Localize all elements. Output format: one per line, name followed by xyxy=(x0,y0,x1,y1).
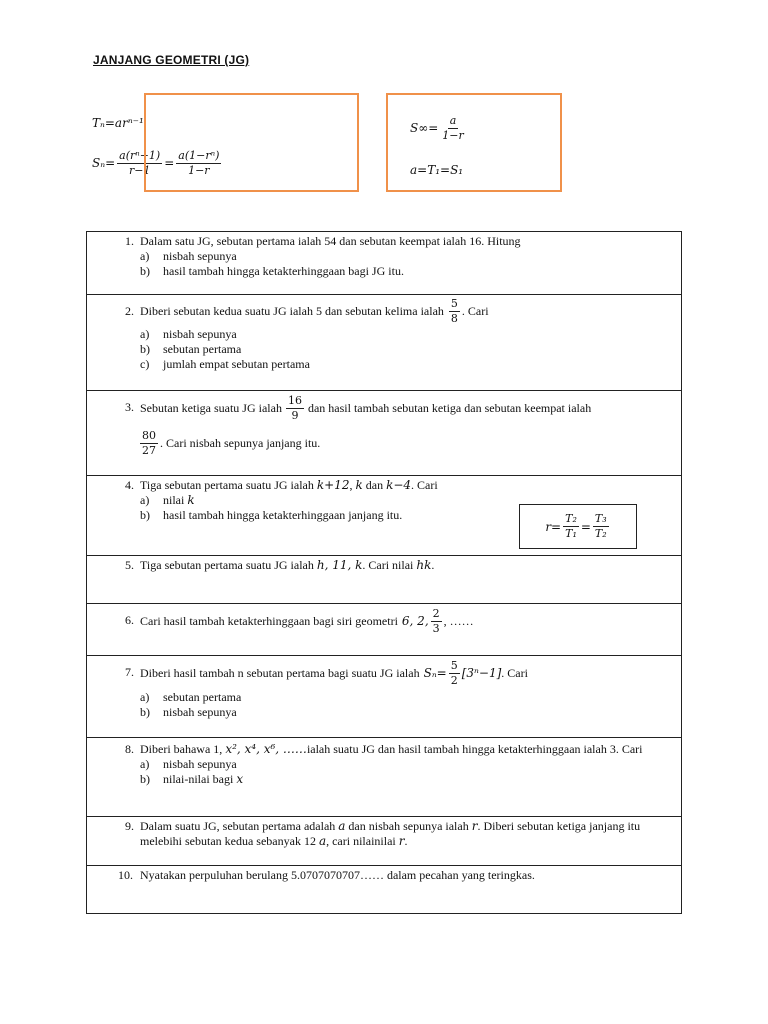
question-number: 10. xyxy=(118,868,133,882)
question-text-part: Sebutan ketiga suatu JG ialah xyxy=(140,400,282,415)
table-row xyxy=(87,738,682,817)
question-text xyxy=(140,478,675,493)
question-text-line-2 xyxy=(140,425,675,461)
question-number: 5. xyxy=(125,558,134,572)
table-row xyxy=(87,604,682,656)
formula-box-left xyxy=(144,93,359,192)
math-var: a xyxy=(318,834,327,848)
question-number: 4. xyxy=(125,478,134,492)
page-title: JANJANG GEOMETRI (JG) xyxy=(93,53,250,67)
question-1 xyxy=(87,232,681,279)
fraction xyxy=(563,513,579,539)
list-item xyxy=(140,327,675,342)
list-item xyxy=(140,757,675,772)
fraction-num: 2 xyxy=(432,606,440,620)
part-text: nisbah sepunya xyxy=(163,757,237,771)
part-label: b) xyxy=(140,772,150,786)
part-text: nisbah sepunya xyxy=(163,705,237,719)
question-7 xyxy=(87,656,681,720)
question-3 xyxy=(87,391,681,461)
part-label: a) xyxy=(140,757,150,771)
math-var: r xyxy=(471,819,478,833)
question-9 xyxy=(87,817,681,849)
table-row xyxy=(87,556,682,604)
question-2 xyxy=(87,295,681,372)
math-term: k−4 xyxy=(386,478,412,492)
part-text: hasil tambah hingga ketakterhinggaan janjang itu. xyxy=(163,508,403,522)
ratio-hint-box xyxy=(519,504,637,549)
question-text-part: . Cari nisbah sepunya janjang itu. xyxy=(160,435,321,450)
question-text xyxy=(140,558,675,573)
fraction-den: 27 xyxy=(142,443,156,457)
question-text xyxy=(140,819,675,849)
question-text-part: ialah suatu JG dan hasil tambah hingga ketakterhinggaan ialah 3. Cari xyxy=(306,742,643,756)
math-var: hk xyxy=(416,558,432,572)
part-text: nisbah sepunya xyxy=(163,249,237,263)
math-term: [3ⁿ−1] xyxy=(461,665,502,680)
question-text-part: . Cari nilai xyxy=(362,558,414,572)
a-equals-formula: a=T₁=S₁ xyxy=(410,163,464,177)
part-text: jumlah empat sebutan pertama xyxy=(163,357,310,371)
questions-table xyxy=(86,231,682,914)
sinf-den: 1−r xyxy=(442,128,464,142)
fraction-den: 2 xyxy=(450,673,458,687)
part-text: hasil tambah hingga ketakterhinggaan bagi JG itu. xyxy=(163,264,404,278)
fraction xyxy=(449,660,460,686)
fraction xyxy=(593,513,609,539)
list-item xyxy=(140,690,675,705)
fraction-num: 5 xyxy=(450,296,458,310)
math-var: x xyxy=(236,772,244,786)
question-text xyxy=(140,656,675,690)
part-text: sebutan pertama xyxy=(163,690,242,704)
list-item xyxy=(140,357,675,372)
part-label: b) xyxy=(140,508,150,522)
table-row xyxy=(87,656,682,738)
question-text-part: dan nisbah sepunya ialah xyxy=(348,819,469,833)
math-term: x², x⁴, x⁶, …… xyxy=(225,742,307,756)
question-text-part: Diberi sebutan kedua suatu JG ialah 5 dan sebutan kelima ialah xyxy=(140,303,444,318)
question-10 xyxy=(87,866,681,883)
question-text: Nyatakan perpuluhan berulang 5.0707070707…… dalam pecahan yang teringkas. xyxy=(140,868,535,882)
math-term: k+12 xyxy=(316,478,350,492)
sinf-lhs: S∞= xyxy=(410,121,439,136)
table-row xyxy=(87,391,682,476)
fraction xyxy=(431,608,442,634)
sn-fraction-1-num: a(rⁿ−1) xyxy=(119,149,161,162)
question-text-part: dan xyxy=(365,478,384,492)
part-label: a) xyxy=(140,690,150,704)
fraction-num: T₃ xyxy=(594,512,607,526)
fraction-num: 5 xyxy=(450,658,458,672)
question-number: 8. xyxy=(125,742,134,756)
hint-lhs: r= xyxy=(545,519,562,534)
fraction-num: 80 xyxy=(142,428,156,442)
math-var: k xyxy=(187,493,195,507)
tn-formula-text: Tₙ=arⁿ⁻¹ xyxy=(92,116,144,130)
table-row xyxy=(87,295,682,391)
question-number: 2. xyxy=(125,304,134,318)
part-label: a) xyxy=(140,249,150,263)
sn-fraction-1-den: r−1 xyxy=(128,163,151,177)
list-item xyxy=(140,772,675,787)
fraction xyxy=(286,395,304,421)
part-label: a) xyxy=(140,327,150,341)
question-number: 6. xyxy=(125,613,134,627)
question-text-part: . xyxy=(404,834,408,848)
fraction-den: 8 xyxy=(450,311,458,325)
question-number: 1. xyxy=(125,234,134,248)
question-number: 9. xyxy=(125,819,134,833)
question-text-part: . Diberi sebutan ketiga janjang itu melebihi sebutan kedua sebanyak 12 xyxy=(140,819,641,848)
part-label: b) xyxy=(140,342,150,356)
question-text-part: . Cari xyxy=(501,665,528,680)
part-label: b) xyxy=(140,705,150,719)
question-text-part: , …… xyxy=(443,613,474,628)
sinf-fraction xyxy=(440,115,465,141)
question-text xyxy=(140,742,675,757)
part-label: a) xyxy=(140,493,150,507)
sn-lhs: Sₙ= xyxy=(92,156,116,171)
part-text: nisbah sepunya xyxy=(163,327,237,341)
sinf-formula xyxy=(410,115,468,141)
fraction-den: T₂ xyxy=(594,527,607,540)
question-number: 3. xyxy=(125,400,134,414)
table-row xyxy=(87,817,682,866)
question-text xyxy=(140,391,675,425)
part-text: nilai xyxy=(163,493,185,507)
question-text-part: Cari hasil tambah ketakterhinggaan bagi siri geometri xyxy=(140,613,398,628)
list-item xyxy=(140,249,675,264)
sn-fraction-2-num: a(1−rⁿ) xyxy=(178,149,220,162)
fraction-den: 3 xyxy=(432,621,440,635)
question-text-part: Tiga sebutan pertama suatu JG ialah xyxy=(140,478,314,492)
question-text-part: Diberi bahawa 1, xyxy=(140,742,223,756)
sn-fraction-2-den: 1−r xyxy=(188,163,210,177)
question-text: Dalam satu JG, sebutan pertama ialah 54 dan sebutan keempat ialah 16. Hitung xyxy=(140,234,521,248)
math-var: r xyxy=(398,834,405,848)
table-row xyxy=(87,232,682,295)
math-term: 6, 2, xyxy=(401,613,429,628)
math-term: Sₙ= xyxy=(423,665,447,680)
fraction xyxy=(449,298,460,324)
question-text-part: , cari nilainilai xyxy=(326,834,396,848)
question-6 xyxy=(87,604,681,638)
list-item xyxy=(140,342,675,357)
fraction-num: 16 xyxy=(287,393,302,407)
sinf-num: a xyxy=(449,114,457,127)
part-text: sebutan pertama xyxy=(163,342,242,356)
question-5 xyxy=(87,556,681,573)
math-term: h, 11, k xyxy=(316,558,363,572)
fraction xyxy=(140,430,158,456)
question-text-part: . xyxy=(431,558,435,572)
formula-box-right xyxy=(386,93,562,192)
sn-equals: = xyxy=(164,156,175,171)
question-text-part: . Cari xyxy=(411,478,438,492)
question-8 xyxy=(87,738,681,787)
table-row xyxy=(87,866,682,914)
fraction-den: T₁ xyxy=(565,527,577,540)
question-text-part: Diberi hasil tambah n sebutan pertama bagi suatu JG ialah xyxy=(140,665,420,680)
list-item xyxy=(140,705,675,720)
fraction-den: 9 xyxy=(291,408,299,422)
question-text-part: Dalam suatu JG, sebutan pertama adalah xyxy=(140,819,336,833)
hint-equals: = xyxy=(580,519,591,534)
question-text-part: . Cari xyxy=(461,303,489,318)
question-text xyxy=(140,295,675,327)
tn-formula xyxy=(92,116,144,130)
question-text xyxy=(140,604,675,638)
part-label: c) xyxy=(140,357,150,371)
table-row xyxy=(87,476,682,556)
math-term: k xyxy=(355,478,363,492)
list-item xyxy=(140,264,675,279)
math-var: a xyxy=(338,819,346,833)
question-number: 7. xyxy=(125,665,134,679)
fraction-num: T₂ xyxy=(565,512,577,526)
question-text-part: dan hasil tambah sebutan ketiga dan sebutan keempat ialah xyxy=(307,400,592,415)
part-label: b) xyxy=(140,264,150,278)
question-text-part: , xyxy=(349,478,353,492)
part-text: nilai-nilai bagi xyxy=(163,772,234,786)
question-text-part: Tiga sebutan pertama suatu JG ialah xyxy=(140,558,314,572)
